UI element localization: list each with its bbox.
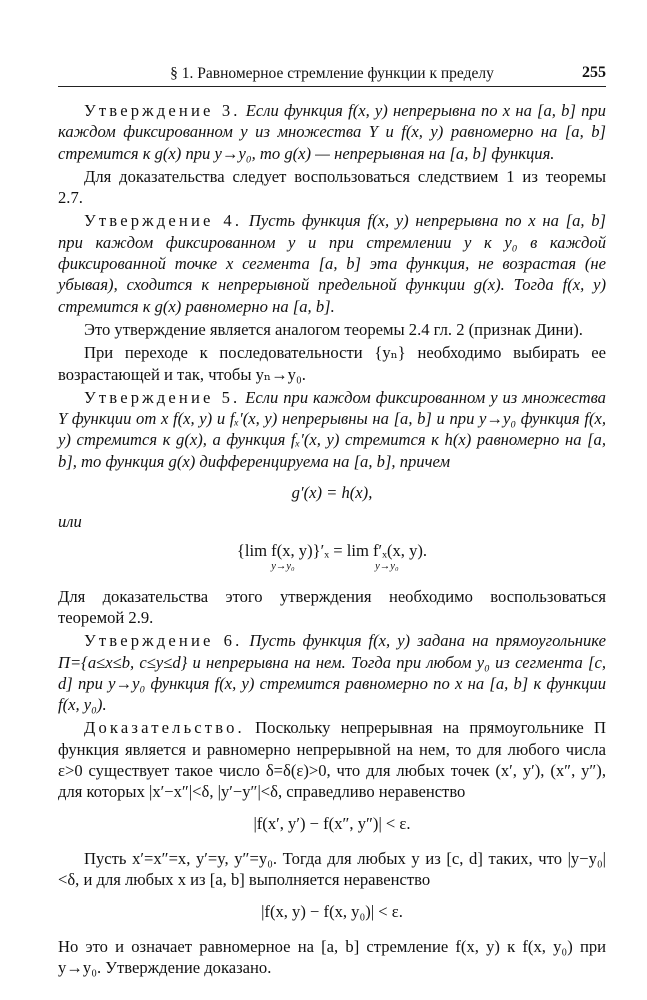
paragraph-conclusion: Но это и означает равномерное на [a, b] стремление f(x, y) к f(x, y₀) при y→y₀. Утверждение доказано.: [58, 936, 606, 978]
statement-5-text: Если при каждом фиксированном y из множества Y функции от x f(x, y) и fₓ′(x, y) непрерывны на [a, b] и при y→y₀ функция f(x, y) стремится к g(x), а функция fₓ′(x, y) стремится к h(x) равномерно на [a, b], то функция g(x) дифференцируема на [a, b], причем: [58, 387, 606, 471]
formula-inequality: |f(x, y) − f(x, y₀)| < ε.: [261, 901, 403, 921]
formula-left: [237, 541, 329, 572]
formula-equals: =: [333, 540, 343, 560]
formula-limit-derivative: [58, 541, 606, 572]
statement-3-label: Утверждение 3.: [84, 101, 241, 120]
formula-derivative: g′(x) = h(x),: [291, 483, 373, 503]
formula-left-expr: {lim f(x, y)}′ₓ: [236, 540, 330, 560]
statement-6-text: Пусть функция f(x, y) задана на прямоугольнике Π={a≤x≤b, c≤y≤d} и непрерывна на нем. Тогда при любом y₀ из сегмента [c, d] при y→y₀ функция f(x, y) стремится равномерно по x на [a, b] к функции f(x, y₀).: [58, 631, 606, 715]
statement-6-label: Утверждение 6.: [84, 631, 243, 651]
proof: [58, 717, 606, 802]
proof-text: Поскольку непрерывная на прямоугольнике Π функция является и равномерно непрерывной на нем, то для любого числа ε>0 существует такое число δ=δ(ε)>0, что для любых точек (x′, y′), (x″, y″), для которых |x′−x″|<δ, |y′−y″|<δ, справедливо неравенство: [58, 718, 606, 802]
statement-6: [58, 630, 606, 715]
statement-3: [58, 100, 606, 164]
statement-4-text: Пусть функция f(x, y) непрерывна по x на [a, b] при каждом фиксированном y и при стремлении y к y₀ в каждой фиксированной точке x сегмента [a, b] эта функция, не возрастая (не убывая), сходится к непрерывной предельной функции g(x). Тогда f(x, y) стремится к g(x) равномерно на [a, b].: [58, 211, 606, 316]
paragraph-sequence: При переходе к последовательности {yₙ} необходимо выбирать ее возрастающей и так, чтобы yₙ→y₀.: [58, 343, 606, 384]
paragraph-proof-hint-1: Для доказательства следует воспользоваться следствием 1 из теоремы 2.7.: [58, 166, 606, 208]
statement-4-label: Утверждение 4.: [84, 211, 243, 231]
page-body: [58, 100, 606, 980]
formula-left-sub: y→y₀: [271, 560, 295, 572]
statement-5-label: Утверждение 5.: [84, 387, 241, 407]
page-number: 255: [582, 64, 606, 81]
statement-4: [58, 210, 606, 316]
statement-3-text: Если функция f(x, y) непрерывна по x на [a, b] при каждом фиксированном y из множества Y и f(x, y) равномерно на [a, b] стремится к g(x) при y→y₀, то g(x) — непрерывная на [a, b] функция.: [58, 101, 606, 163]
paragraph-proof-hint-2: Для доказательства этого утверждения необходимо воспользоваться теоремой 2.9.: [58, 586, 606, 627]
formula-uniform-continuity: |f(x′, y′) − f(x″, y″)| < ε.: [253, 813, 411, 833]
formula-right-expr: lim f′ₓ(x, y).: [346, 540, 428, 560]
running-header: [58, 64, 606, 87]
formula-right: [347, 541, 427, 572]
statement-5: [58, 387, 606, 472]
paragraph-dini: Это утверждение является аналогом теоремы 2.4 гл. 2 (признак Дини).: [84, 319, 583, 339]
formula-right-sub: y→y₀: [375, 560, 399, 572]
paragraph-substitution: Пусть x′=x″=x, y′=y, y″=y₀. Тогда для любых y из [c, d] таких, что |y−y₀|<δ, и для любых x из [a, b] выполняется неравенство: [58, 848, 606, 890]
header-title: § 1. Равномерное стремление функции к пределу: [170, 65, 494, 82]
proof-label: Доказательство.: [84, 718, 245, 738]
or-word: или: [58, 512, 82, 532]
